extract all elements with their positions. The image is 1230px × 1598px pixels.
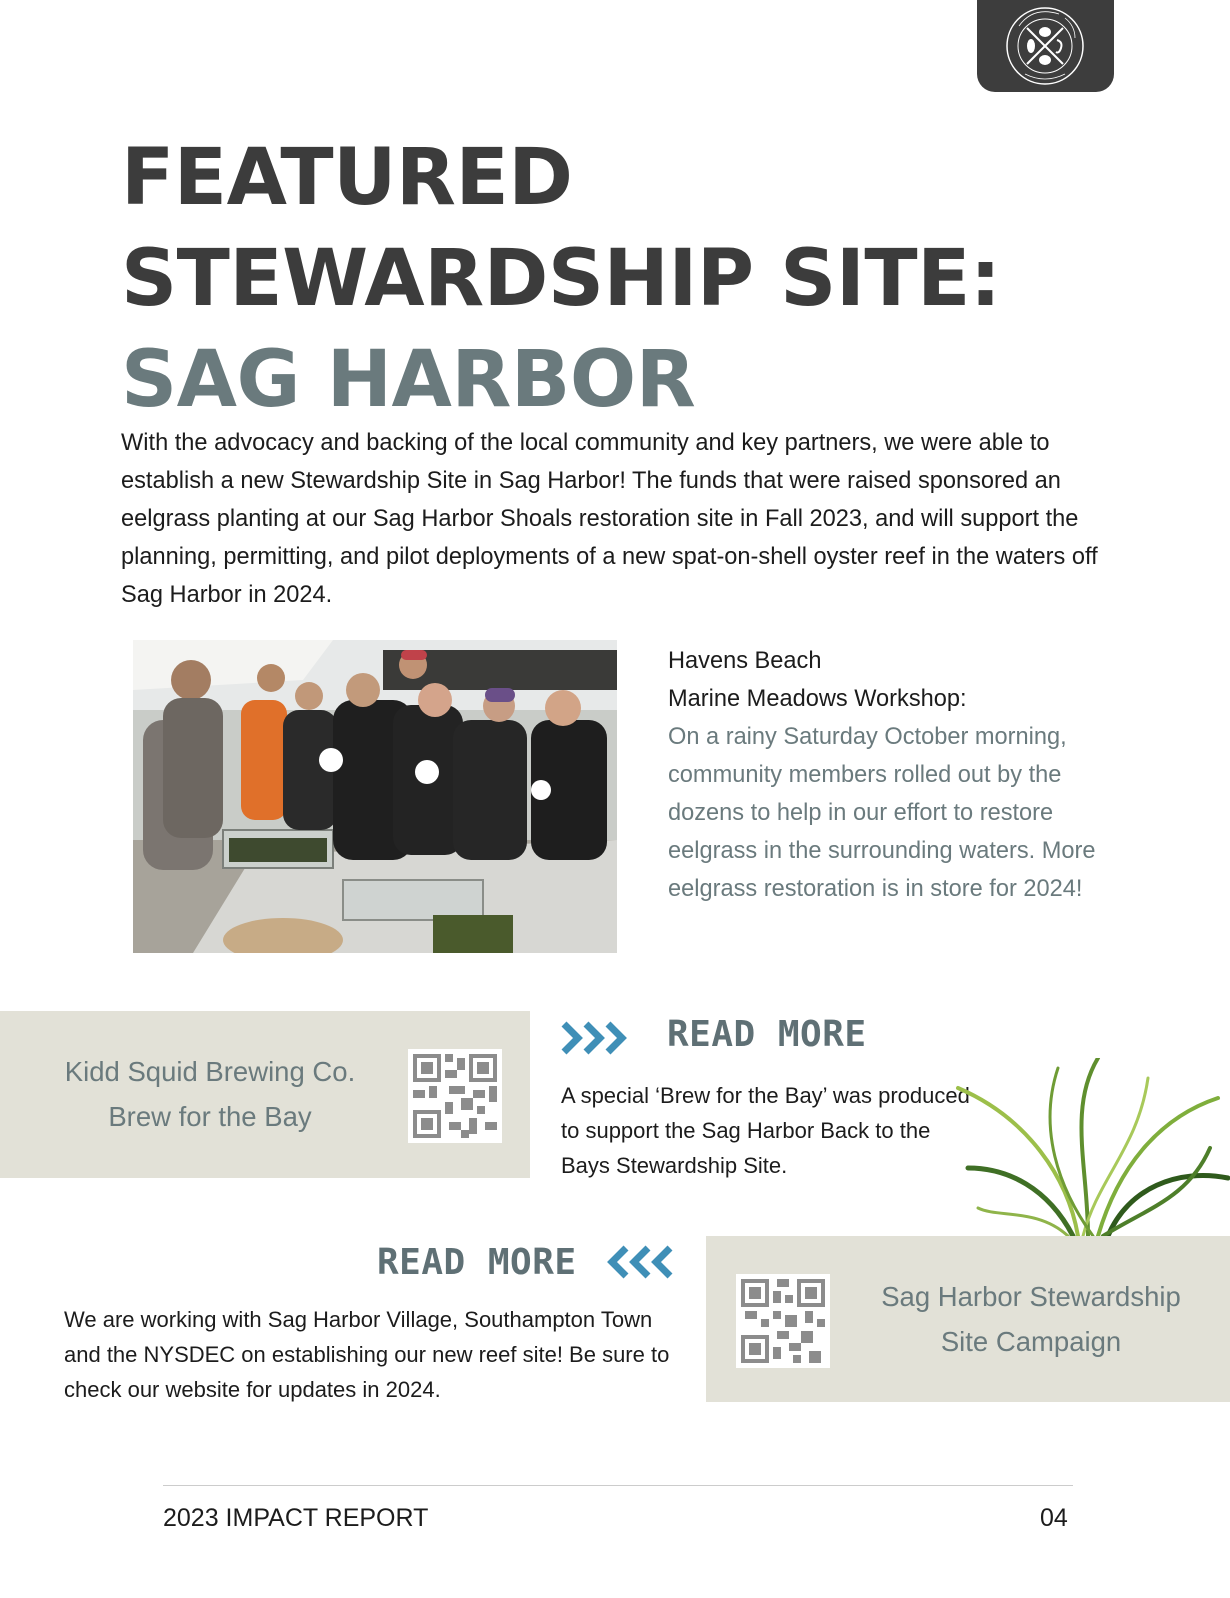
intro-paragraph: With the advocacy and backing of the local community and key partners, we were able to establish a new Stewardship Site in Sag Harbor! The funds that were raised sponsored an eelgrass planting at our Sag Harbor Shoals restoration site in Fall 2023, and will support the planning, permitting, and pilot deployments of a new spat-on-shell oyster reef in the waters off Sag Harbor in 2024. <box>121 430 1098 608</box>
chevrons-right-icon <box>560 1018 636 1058</box>
qr-code-icon <box>413 1054 497 1138</box>
brew-for-the-bay-box <box>0 1011 530 1178</box>
campaign-box-label <box>846 1274 1216 1364</box>
title-line-stewardship-site: STEWARDSHIP SITE: <box>121 234 1001 324</box>
footer-divider <box>163 1485 1073 1486</box>
campaign-box-line2: Site Campaign <box>940 1326 1122 1357</box>
brew-description: A special ‘Brew for the Bay’ was produced to support the Sag Harbor Back to the Bays Stewardship Site. <box>561 1083 970 1178</box>
read-more-brew-link[interactable]: READ MORE <box>667 1014 867 1055</box>
brew-qr-code[interactable] <box>408 1049 502 1143</box>
title-line-featured: FEATURED <box>121 133 573 223</box>
title-line-sag-harbor: SAG HARBOR <box>121 335 696 425</box>
campaign-box-line1: Sag Harbor Stewardship <box>881 1281 1181 1312</box>
back-to-the-bays-logo <box>977 0 1114 92</box>
reef-site-description: We are working with Sag Harbor Village, Southampton Town and the NYSDEC on establishing our new reef site! Be sure to check our website for updates in 2024. <box>64 1307 670 1402</box>
footer-report-title: 2023 IMPACT REPORT <box>163 1504 429 1532</box>
qr-code-icon <box>741 1279 825 1363</box>
workshop-group-photo <box>133 640 617 953</box>
chevrons-left-icon <box>598 1242 674 1282</box>
logo-emblem-icon <box>995 0 1095 96</box>
workshop-description: On a rainy Saturday October morning, community members rolled out by the dozens to help in our effort to restore eelgrass in the surrounding waters. More eelgrass restoration is in store for 2024! <box>668 724 1096 902</box>
brew-box-label <box>20 1049 400 1139</box>
campaign-qr-code[interactable] <box>736 1274 830 1368</box>
workshop-caption <box>668 642 1128 908</box>
stewardship-campaign-box <box>706 1236 1230 1402</box>
read-more-campaign-link[interactable]: READ MORE <box>377 1242 577 1283</box>
page-number: 04 <box>1040 1504 1068 1532</box>
brew-box-line2: Brew for the Bay <box>108 1101 312 1132</box>
page-title <box>121 128 1001 431</box>
eelgrass-illustration <box>948 1058 1230 1236</box>
brew-box-line1: Kidd Squid Brewing Co. <box>64 1056 356 1087</box>
workshop-title: Marine Meadows Workshop: <box>668 686 967 712</box>
workshop-location: Havens Beach <box>668 648 822 674</box>
